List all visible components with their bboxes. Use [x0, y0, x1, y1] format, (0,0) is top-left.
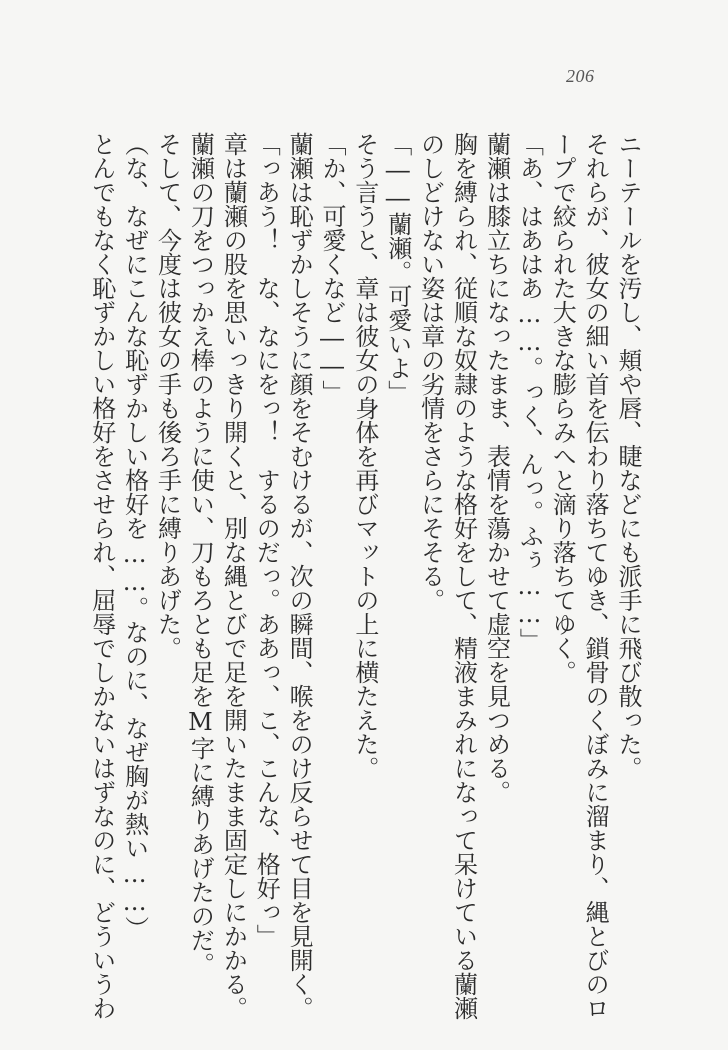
page-number: 206 [566, 66, 595, 86]
text-line: 蘭瀬は膝立ちになったまま、表情を蕩かせて虚空を見つめる。 [482, 132, 511, 804]
text-line: 「っあう！ な、なにをっ！ するのだっ。ああっ、こ、こんな、格好っ」 [252, 132, 281, 948]
text-line: 章は蘭瀬の股を思いっきり開くと、別な縄とびで足を開いたまま固定しにかかる。 [219, 132, 248, 1020]
text-line: ニーテールを汚し、頬や唇、睫などにも派手に飛び散った。 [614, 132, 642, 780]
text-line: ープで絞られた大きな膨らみへと滴り落ちてゆく。 [548, 132, 577, 684]
text-line: 蘭瀬の刀をつっかえ棒のように使い、刀もろとも足をM字に縛りあげたのだ。 [186, 132, 215, 976]
text-line: それらが、彼女の細い首を伝わり落ちてゆき、鎖骨のくぼみに溜まり、縄とびのロ [581, 132, 610, 1020]
text-line: 蘭瀬は恥ずかしそうに顔をそむけるが、次の瞬間、喉をのけ反らせて目を見開く。 [285, 132, 314, 1020]
text-line: （な、なぜにこんな恥ずかしい格好を……。なのに、なぜ胸が熱い……） [120, 132, 149, 940]
body-text [87, 132, 728, 1020]
text-line: 「あ、はあはあ……。っく、んっ。ふぅ……」 [515, 132, 544, 652]
text-line: そう言うと、章は彼女の身体を再びマットの上に横たえた。 [350, 132, 379, 780]
text-line: のしどけない姿は章の劣情をさらにそそる。 [416, 132, 445, 612]
text-line: とんでもなく恥ずかしい格好をさせられ、屈辱でしかないはずなのに、どういうわ [87, 132, 116, 1020]
text-line: そして、今度は彼女の手も後ろ手に縛りあげた。 [153, 132, 182, 660]
text-columns [87, 132, 642, 1020]
text-line: 胸を縛られ、従順な奴隷のような格好をして、精液まみれになって呆けている蘭瀬 [449, 132, 478, 1020]
text-line: 「か、可愛くなど――」 [317, 132, 346, 404]
text-line: 「――蘭瀬。可愛いよ」 [383, 132, 412, 404]
